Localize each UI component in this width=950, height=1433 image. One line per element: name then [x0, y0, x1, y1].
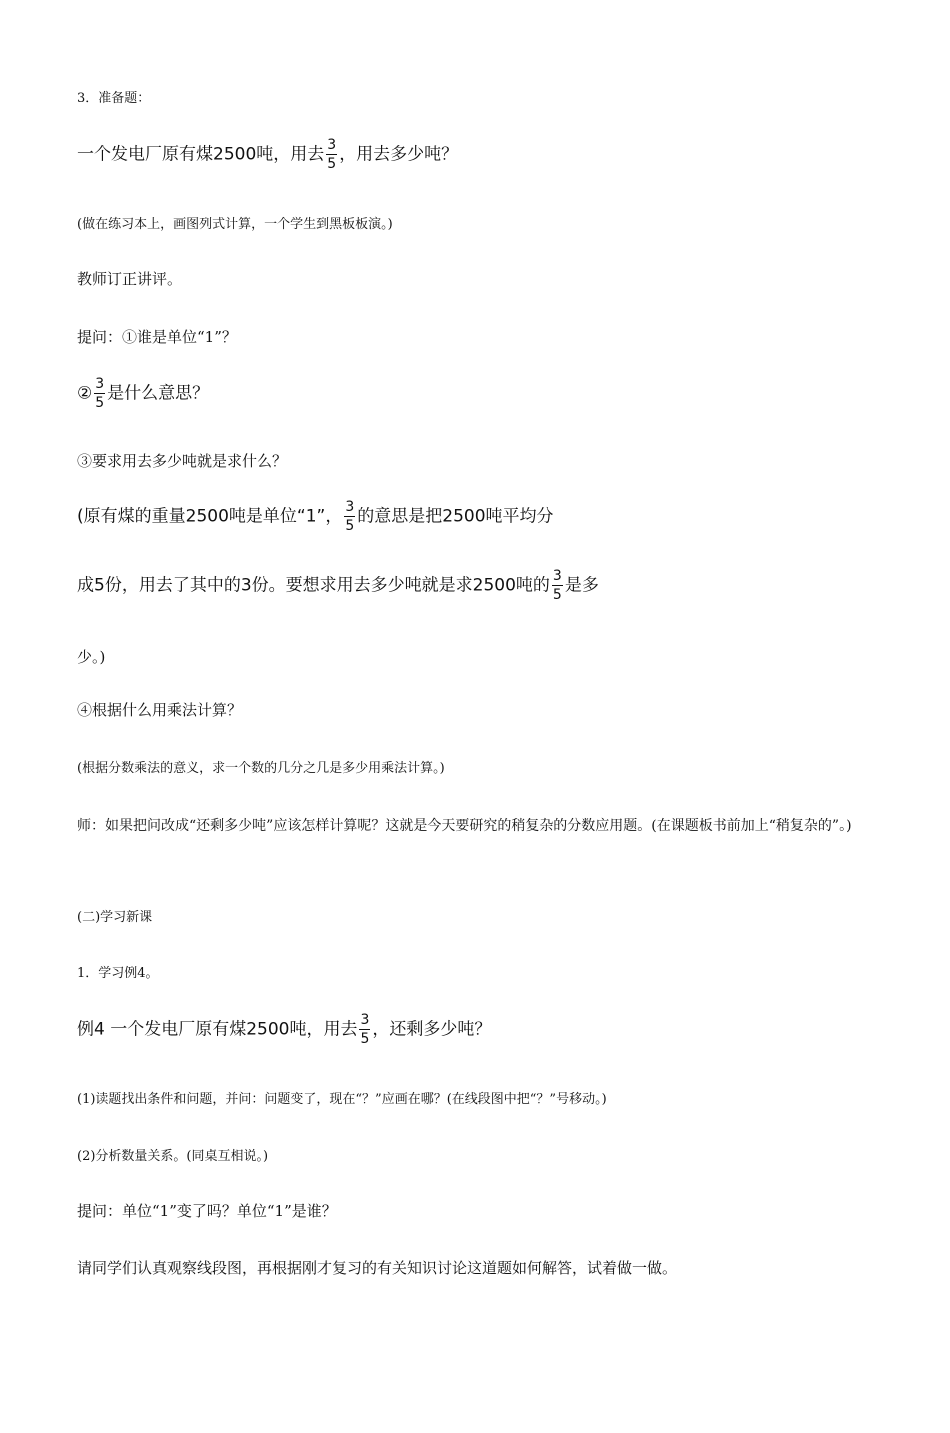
prep-question	[77, 138, 458, 171]
prep-question-text-b: ，用去多少吨？	[339, 144, 459, 165]
prep-note: (做在练习本上，画图列式计算，一个学生到黑板板演。)	[77, 217, 393, 232]
example-4-text-b: ，还剩多少吨？	[372, 1019, 492, 1040]
question-2-text: 是什么意思？	[107, 383, 210, 404]
fraction-three-fifths: $\frac{3}{5}$	[552, 568, 562, 603]
prep-heading: 3．准备题：	[77, 91, 151, 106]
question-5: 提问：单位“1”变了吗？单位“1”是谁？	[77, 1202, 337, 1220]
answer-line-b-text-2: 是多	[564, 575, 599, 596]
answer-line-a-text-2: 的意思是把2500吨平均分	[357, 506, 554, 527]
fraction-three-fifths: $\frac{3}{5}$	[360, 1012, 370, 1047]
answer-line-b	[77, 569, 599, 602]
question-4: ④根据什么用乘法计算？	[77, 701, 243, 719]
instruction: 请同学们认真观察线段图，再根据刚才复习的有关知识讨论这道题如何解答，试着做一做。	[77, 1259, 678, 1277]
answer-line-c: 少。)	[77, 648, 106, 666]
step-2: (2)分析数量关系。(同桌互相说。)	[77, 1149, 269, 1164]
answer-line-a-text-1: (原有煤的重量2500吨是单位“1”，	[77, 506, 343, 527]
question-2	[77, 377, 209, 410]
example-4-text-a: 例4 一个发电厂原有煤2500吨，用去	[77, 1019, 358, 1040]
teacher-paragraph: 师：如果把问改成“还剩多少吨”应该怎样计算呢？这就是今天要研究的稍复杂的分数应用题。(在课题板书前加上“稍复杂的”。)	[77, 818, 852, 834]
question-2-marker: ②	[77, 383, 93, 404]
question-1: 提问：①谁是单位“1”？	[77, 328, 237, 346]
fraction-three-fifths: $\frac{3}{5}$	[95, 376, 105, 411]
answer-4: (根据分数乘法的意义，求一个数的几分之几是多少用乘法计算。)	[77, 761, 445, 776]
answer-line-a	[77, 500, 554, 533]
learn-example-heading: 1．学习例4。	[77, 966, 159, 981]
section-heading-new-lesson: (二)学习新课	[77, 910, 153, 925]
fraction-three-fifths: $\frac{3}{5}$	[327, 137, 337, 172]
teacher-comment: 教师订正讲评。	[77, 270, 183, 288]
prep-question-text-a: 一个发电厂原有煤2500吨，用去	[77, 144, 325, 165]
example-4	[77, 1013, 491, 1046]
fraction-three-fifths: $\frac{3}{5}$	[345, 499, 355, 534]
question-3: ③要求用去多少吨就是求什么？	[77, 452, 288, 470]
step-1: (1)读题找出条件和问题，并问：问题变了，现在“？”应画在哪？(在线段图中把“？”号移动。)	[77, 1092, 607, 1107]
answer-line-b-text-1: 成5份，用去了其中的3份。要想求用去多少吨就是求2500吨的	[77, 575, 550, 596]
